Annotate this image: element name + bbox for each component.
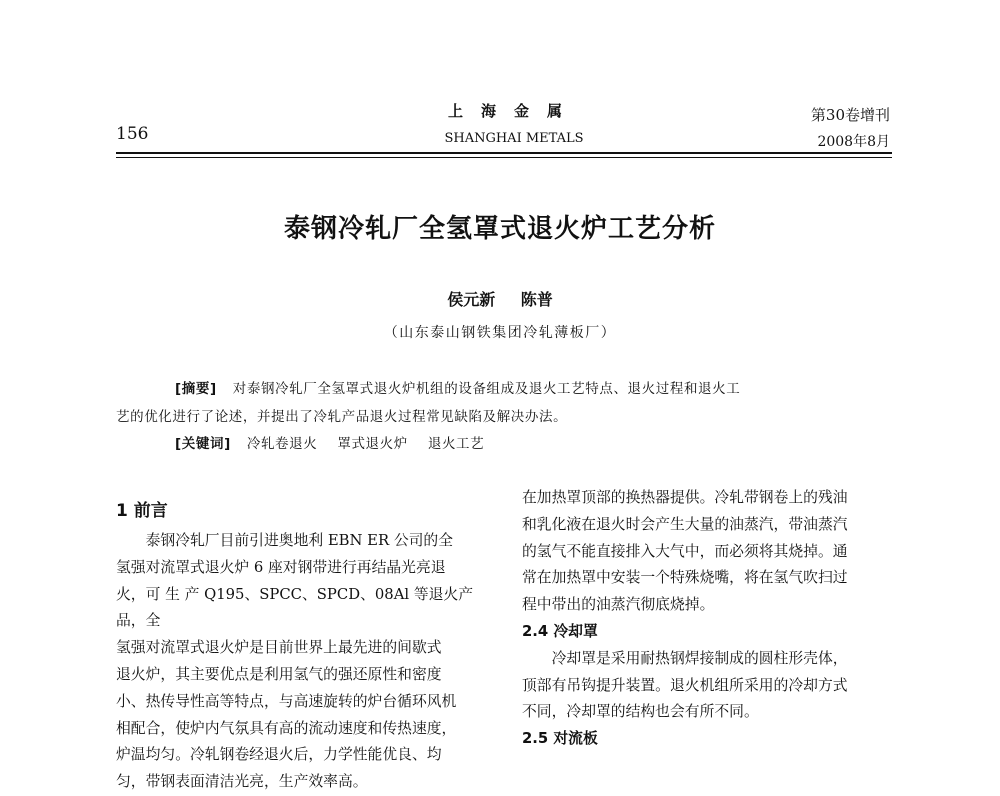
- keyword: 退火工艺: [427, 436, 485, 452]
- body-line: 氢强对流罩式退火炉 6 座对钢带进行再结晶光亮退: [116, 558, 446, 576]
- keywords-line: [175, 432, 504, 452]
- journal-title-chinese: 上海金属: [447, 102, 580, 120]
- journal-title-english: SHANGHAI METALS: [444, 131, 584, 146]
- subsection-heading: 2.4 冷却罩: [522, 622, 598, 640]
- section-heading: 1 前言: [116, 501, 168, 521]
- body-line: 相配合，使炉内气氛具有高的流动速度和传热速度，: [116, 719, 457, 737]
- abstract-line: 艺的优化进行了论述，并提出了冷轧产品退火过程常见缺陷及解决办法。: [116, 409, 568, 425]
- left-column-body: [116, 528, 489, 796]
- author-name: 陈普: [520, 290, 553, 309]
- body-line: 和乳化液在退火时会产生大量的油蒸汽，带油蒸汽: [522, 515, 848, 533]
- keyword: 冷轧卷退火: [246, 436, 318, 452]
- header-rule-thin: [116, 157, 892, 158]
- body-line: 的氢气不能直接排入大气中，而必须将其烧掉。通: [522, 542, 848, 560]
- body-line: 冷却罩是采用耐热钢焊接制成的圆柱形壳体，: [551, 649, 848, 667]
- header-rule-thick: [116, 152, 892, 154]
- author-name: 侯元新: [447, 290, 496, 309]
- abstract-line: [175, 377, 740, 397]
- right-column-body: [522, 485, 895, 753]
- body-line: 小、热传导性高等特点，与高速旋转的炉台循环风机: [116, 692, 457, 710]
- body-line: 常在加热罩中安装一个特殊烧嘴，将在氢气吹扫过: [522, 569, 848, 587]
- body-line: 火，可 生 产 Q195、SPCC、SPCD、08Al 等退火产品，全: [116, 585, 474, 630]
- body-line: 氢强对流罩式退火炉是目前世界上最先进的间歇式: [116, 639, 442, 657]
- author-list: [0, 287, 1000, 310]
- body-line: 顶部有吊钩提升装置。退火机组所采用的冷却方式: [522, 676, 848, 694]
- publication-date: 2008年8月: [817, 134, 890, 150]
- body-line: 退火炉，其主要优点是利用氢气的强还原性和密度: [116, 665, 442, 683]
- abstract-label: [摘要]: [175, 381, 217, 397]
- keywords-label: [关键词]: [175, 436, 231, 452]
- body-line: 匀，带钢表面清洁光亮，生产效率高。: [116, 773, 368, 791]
- keyword: 罩式退火炉: [337, 436, 408, 452]
- body-line: 不同，冷却罩的结构也会有所不同。: [522, 703, 759, 721]
- body-line: 泰钢冷轧厂目前引进奥地利 EBN ER 公司的全: [145, 532, 454, 549]
- journal-volume: 第30卷增刊: [810, 106, 890, 124]
- abstract-text: 对泰钢冷轧厂全氢罩式退火炉机组的设备组成及退火工艺特点、退火过程和退火工: [232, 381, 741, 397]
- body-line: 在加热罩顶部的换热器提供。冷轧带钢卷上的残油: [522, 489, 848, 506]
- author-affiliation: （山东泰山钢铁集团冷轧薄板厂）: [383, 325, 617, 341]
- body-line: 程中带出的油蒸汽彻底烧掉。: [522, 596, 715, 614]
- subsection-heading: 2.5 对流板: [522, 730, 598, 748]
- page-number: 156: [116, 124, 149, 144]
- body-line: 炉温均匀。冷轧钢卷经退火后，力学性能优良、均: [116, 746, 442, 764]
- article-title: 泰钢冷轧厂全氢罩式退火炉工艺分析: [283, 214, 716, 244]
